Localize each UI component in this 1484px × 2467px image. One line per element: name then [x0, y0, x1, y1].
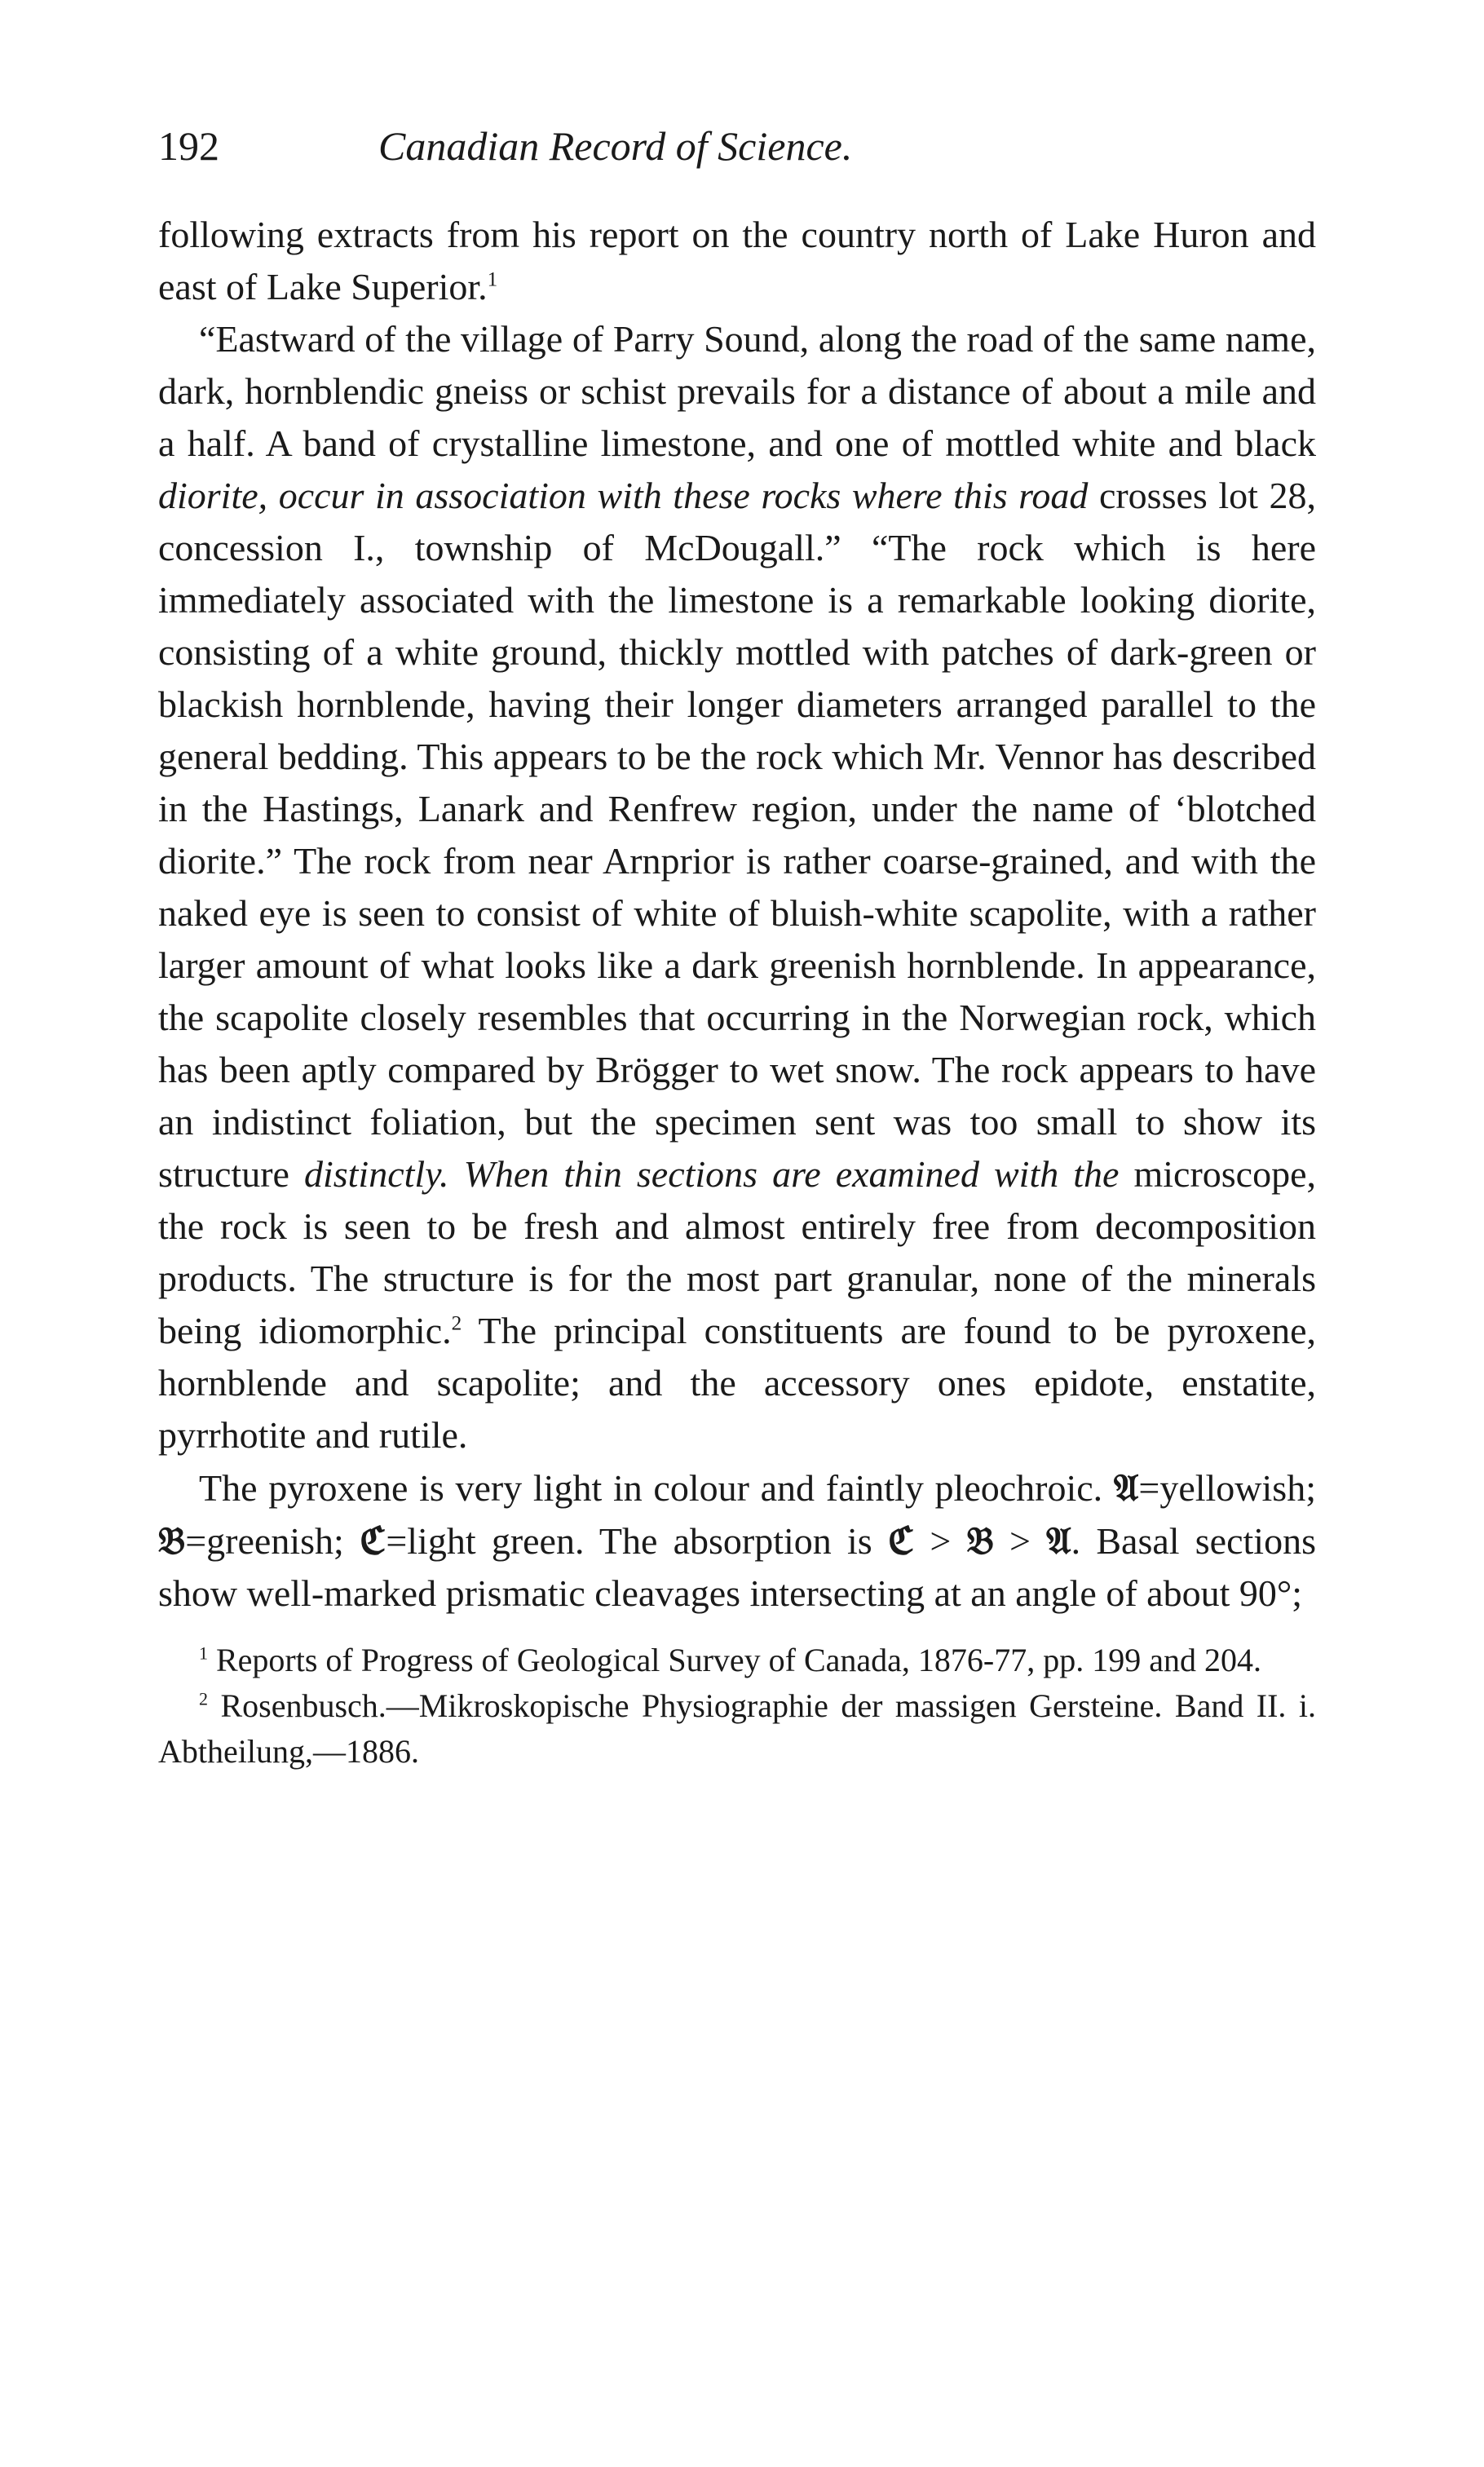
paragraph-2-italic-1: diorite, occur in association with these rocks where this road	[158, 475, 1089, 516]
fraktur-c-symbol-2: ℭ	[887, 1519, 915, 1563]
footnote-1-mark: 1	[199, 1642, 208, 1664]
paragraph-2-italic-2: distinctly. When thin sections are examined with the	[303, 1153, 1120, 1195]
paragraph-2-part-2: crosses lot 28, concession I., township of McDougall.” “The rock which is here immediately associated with the limestone is a remarkable looking diorite, consisting of a white ground, thickly mottled with patches of dark-green or blackish hornblende, having their longer diameters arranged parallel to the general bedding. This appears to be the rock which Mr. Vennor has described in the Hastings, Lanark and Renfrew region, under the name of ‘blotched diorite.” The rock from near Arnprior is rather coarse-grained, and with the naked eye is seen to consist of white of bluish-white scapolite, with a rather larger amount of what looks like a dark greenish hornblende. In appearance, the scapolite closely resembles that occurring in the Norwegian rock, which has been aptly compared by Brögger to wet snow. The rock appears to have an indistinct foliation, but the specimen sent was too small to show its structure	[158, 475, 1316, 1195]
greater-than-1: >	[914, 1520, 967, 1562]
paragraph-2	[158, 313, 1316, 1461]
paragraph-1-text: following extracts from his report on the country north of Lake Huron and east of Lake Superior.	[158, 214, 1316, 307]
footnote-2-text: Rosenbusch.—Mikroskopische Physiographie der massigen Gersteine. Band II. i. Abtheilung,—1886.	[158, 1687, 1316, 1770]
page	[158, 122, 1316, 1775]
fraktur-c-symbol: ℭ	[359, 1519, 386, 1563]
footnote-1-text: Reports of Progress of Geological Survey of Canada, 1876-77, pp. 199 and 204.	[208, 1642, 1261, 1678]
greater-than-2: >	[993, 1520, 1047, 1562]
footnote-2	[158, 1683, 1316, 1775]
fraktur-a-symbol-2: 𝔄	[1046, 1519, 1071, 1563]
paragraph-2-part-4: The principal constituents are found to be pyroxene, hornblende and scapolite; and the accessory ones epidote, enstatite, pyrrhotite and rutile.	[158, 1310, 1316, 1456]
paragraph-3-text-3: =greenish;	[185, 1520, 360, 1562]
paragraph-3	[158, 1461, 1316, 1620]
running-title: Canadian Record of Science.	[378, 123, 853, 169]
paragraph-3-text-2: =yellowish;	[1138, 1467, 1316, 1509]
running-header	[158, 122, 1316, 196]
fraktur-b-symbol-2: 𝔅	[966, 1519, 994, 1563]
paragraph-2-part-3: microscope, the rock is seen to be fresh and almost entirely free from decomposition products. The structure is for the most part granular, none of the minerals being idiomorphic.	[158, 1153, 1316, 1351]
paragraph-3-text-1: The pyroxene is very light in colour and faintly pleochroic.	[199, 1467, 1114, 1509]
page-number: 192	[158, 123, 219, 169]
fraktur-b-symbol: 𝔅	[158, 1519, 186, 1563]
fraktur-a-symbol: 𝔄	[1113, 1466, 1139, 1510]
paragraph-2-part-1: “Eastward of the village of Parry Sound, along the road of the same name, dark, hornblendic gneiss or schist prevails for a distance of about a mile and a half. A band of crystalline limestone, and one of mottled white and black	[158, 318, 1316, 464]
paragraph-3-text-4: =light green. The absorption is	[386, 1520, 888, 1562]
body-text	[158, 209, 1316, 1620]
footnotes	[158, 1638, 1316, 1775]
footnote-ref-1: 1	[487, 267, 498, 291]
footnote-1	[158, 1638, 1316, 1683]
footnote-ref-2: 2	[451, 1311, 462, 1335]
paragraph-1	[158, 209, 1316, 313]
footnote-2-mark: 2	[199, 1688, 208, 1709]
paragraph-3-text-5: . Basal sections show well-marked prismatic cleavages intersecting at an angle of about 90°;	[158, 1520, 1316, 1614]
